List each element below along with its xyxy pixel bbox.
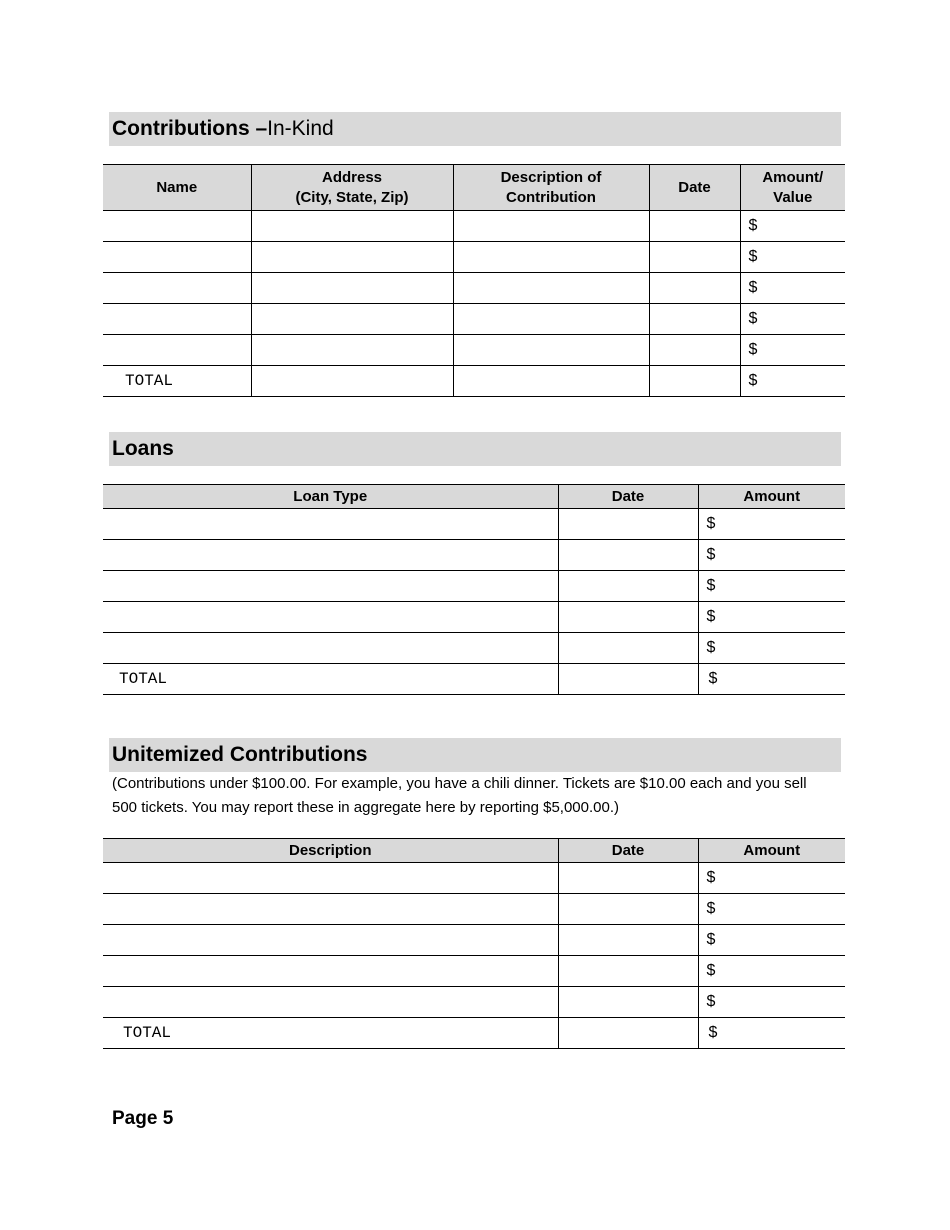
inkind-row [103, 304, 845, 335]
unitemized-row [103, 956, 845, 987]
inkind-date-cell[interactable] [649, 335, 740, 366]
inkind-header-address [251, 165, 453, 211]
unitemized-row [103, 894, 845, 925]
inkind-name-cell[interactable] [103, 273, 251, 304]
loans-amount-cell[interactable]: $ [698, 509, 845, 540]
loans-date-cell[interactable] [558, 509, 698, 540]
unitemized-date-cell[interactable] [558, 863, 698, 894]
loans-section-title [109, 432, 841, 466]
loans-title: Loans [112, 437, 174, 460]
inkind-name-cell[interactable] [103, 335, 251, 366]
unitemized-description-cell[interactable] [103, 956, 558, 987]
inkind-header-row [103, 165, 845, 211]
loans-total-label: TOTAL [103, 664, 558, 695]
inkind-table [103, 164, 845, 397]
loans-row [103, 540, 845, 571]
unitemized-header-description: Description [103, 839, 558, 863]
inkind-name-cell[interactable] [103, 304, 251, 335]
loans-row [103, 571, 845, 602]
unitemized-amount-cell[interactable]: $ [698, 894, 845, 925]
inkind-address-cell[interactable] [251, 242, 453, 273]
unitemized-date-cell[interactable] [558, 925, 698, 956]
unitemized-total-date-cell [558, 1018, 698, 1049]
loans-type-cell[interactable] [103, 602, 558, 633]
unitemized-header-date: Date [558, 839, 698, 863]
inkind-row [103, 211, 845, 242]
inkind-date-cell[interactable] [649, 211, 740, 242]
inkind-row [103, 273, 845, 304]
unitemized-amount-cell[interactable]: $ [698, 925, 845, 956]
inkind-amount-cell[interactable]: $ [740, 211, 845, 242]
inkind-date-cell[interactable] [649, 242, 740, 273]
inkind-total-description-cell [453, 366, 649, 397]
inkind-title-bold: Contributions – [112, 117, 268, 140]
unitemized-section-title [109, 738, 841, 772]
loans-amount-cell[interactable]: $ [698, 571, 845, 602]
loans-date-cell[interactable] [558, 571, 698, 602]
inkind-date-cell[interactable] [649, 273, 740, 304]
unitemized-amount-cell[interactable]: $ [698, 987, 845, 1018]
inkind-total-address-cell [251, 366, 453, 397]
inkind-address-cell[interactable] [251, 273, 453, 304]
inkind-header-address-line2: (City, State, Zip) [295, 188, 409, 206]
inkind-header-desc-line1: Description of [500, 168, 602, 186]
unitemized-date-cell[interactable] [558, 987, 698, 1018]
inkind-amount-cell[interactable]: $ [740, 242, 845, 273]
inkind-header-amount-line1: Amount/ [762, 168, 824, 186]
inkind-header-name: Name [103, 165, 251, 211]
inkind-name-cell[interactable] [103, 211, 251, 242]
unitemized-total-amount-cell[interactable]: $ [698, 1018, 845, 1049]
unitemized-total-label: TOTAL [103, 1018, 558, 1049]
inkind-date-cell[interactable] [649, 304, 740, 335]
loans-date-cell[interactable] [558, 602, 698, 633]
unitemized-date-cell[interactable] [558, 956, 698, 987]
inkind-description-cell[interactable] [453, 304, 649, 335]
loans-total-amount-cell[interactable]: $ [698, 664, 845, 695]
unitemized-description-cell[interactable] [103, 925, 558, 956]
unitemized-header-row [103, 839, 845, 863]
inkind-row [103, 335, 845, 366]
loans-row [103, 509, 845, 540]
unitemized-total-row [103, 1018, 845, 1049]
loans-header-type: Loan Type [103, 485, 558, 509]
loans-amount-cell[interactable]: $ [698, 602, 845, 633]
unitemized-row [103, 925, 845, 956]
loans-amount-cell[interactable]: $ [698, 540, 845, 571]
inkind-amount-cell[interactable]: $ [740, 273, 845, 304]
unitemized-table [103, 838, 845, 1049]
inkind-title-light: In-Kind [267, 117, 334, 140]
inkind-address-cell[interactable] [251, 304, 453, 335]
unitemized-note: (Contributions under $100.00. For example, you have a chili dinner. Tickets are $10.00 each and you sell 500 tickets. You may report these in aggregate here by reporting $5,000.00.) [112, 775, 807, 816]
inkind-amount-cell[interactable]: $ [740, 335, 845, 366]
loans-header-date: Date [558, 485, 698, 509]
inkind-header-address-line1: Address [321, 168, 383, 186]
loans-header-row [103, 485, 845, 509]
inkind-header-amount [740, 165, 845, 211]
inkind-section-title [109, 112, 841, 146]
loans-date-cell[interactable] [558, 540, 698, 571]
inkind-address-cell[interactable] [251, 211, 453, 242]
unitemized-row [103, 863, 845, 894]
unitemized-title: Unitemized Contributions [112, 743, 368, 766]
loans-row [103, 602, 845, 633]
unitemized-amount-cell[interactable]: $ [698, 956, 845, 987]
loans-type-cell[interactable] [103, 540, 558, 571]
unitemized-header-amount: Amount [698, 839, 845, 863]
inkind-description-cell[interactable] [453, 273, 649, 304]
inkind-total-date-cell [649, 366, 740, 397]
unitemized-description-cell[interactable] [103, 987, 558, 1018]
loans-date-cell[interactable] [558, 633, 698, 664]
loans-total-row [103, 664, 845, 695]
inkind-description-cell[interactable] [453, 242, 649, 273]
loans-total-date-cell [558, 664, 698, 695]
loans-type-cell[interactable] [103, 571, 558, 602]
inkind-header-date: Date [649, 165, 740, 211]
inkind-total-label: TOTAL [103, 366, 251, 397]
page-number: Page 5 [112, 1108, 174, 1129]
loans-row [103, 633, 845, 664]
inkind-address-cell[interactable] [251, 335, 453, 366]
inkind-header-desc-line2: Contribution [506, 188, 596, 206]
loans-table [103, 484, 845, 695]
unitemized-description-cell[interactable] [103, 863, 558, 894]
unitemized-amount-cell[interactable]: $ [698, 863, 845, 894]
inkind-total-amount-cell[interactable]: $ [740, 366, 845, 397]
unitemized-row [103, 987, 845, 1018]
inkind-amount-cell[interactable]: $ [740, 304, 845, 335]
loans-type-cell[interactable] [103, 633, 558, 664]
unitemized-description-cell[interactable] [103, 894, 558, 925]
inkind-description-cell[interactable] [453, 211, 649, 242]
loans-amount-cell[interactable]: $ [698, 633, 845, 664]
inkind-header-description [453, 165, 649, 211]
inkind-header-amount-line2: Value [773, 188, 813, 206]
loans-header-amount: Amount [698, 485, 845, 509]
inkind-row [103, 242, 845, 273]
inkind-description-cell[interactable] [453, 335, 649, 366]
inkind-total-row [103, 366, 845, 397]
unitemized-date-cell[interactable] [558, 894, 698, 925]
inkind-name-cell[interactable] [103, 242, 251, 273]
loans-type-cell[interactable] [103, 509, 558, 540]
